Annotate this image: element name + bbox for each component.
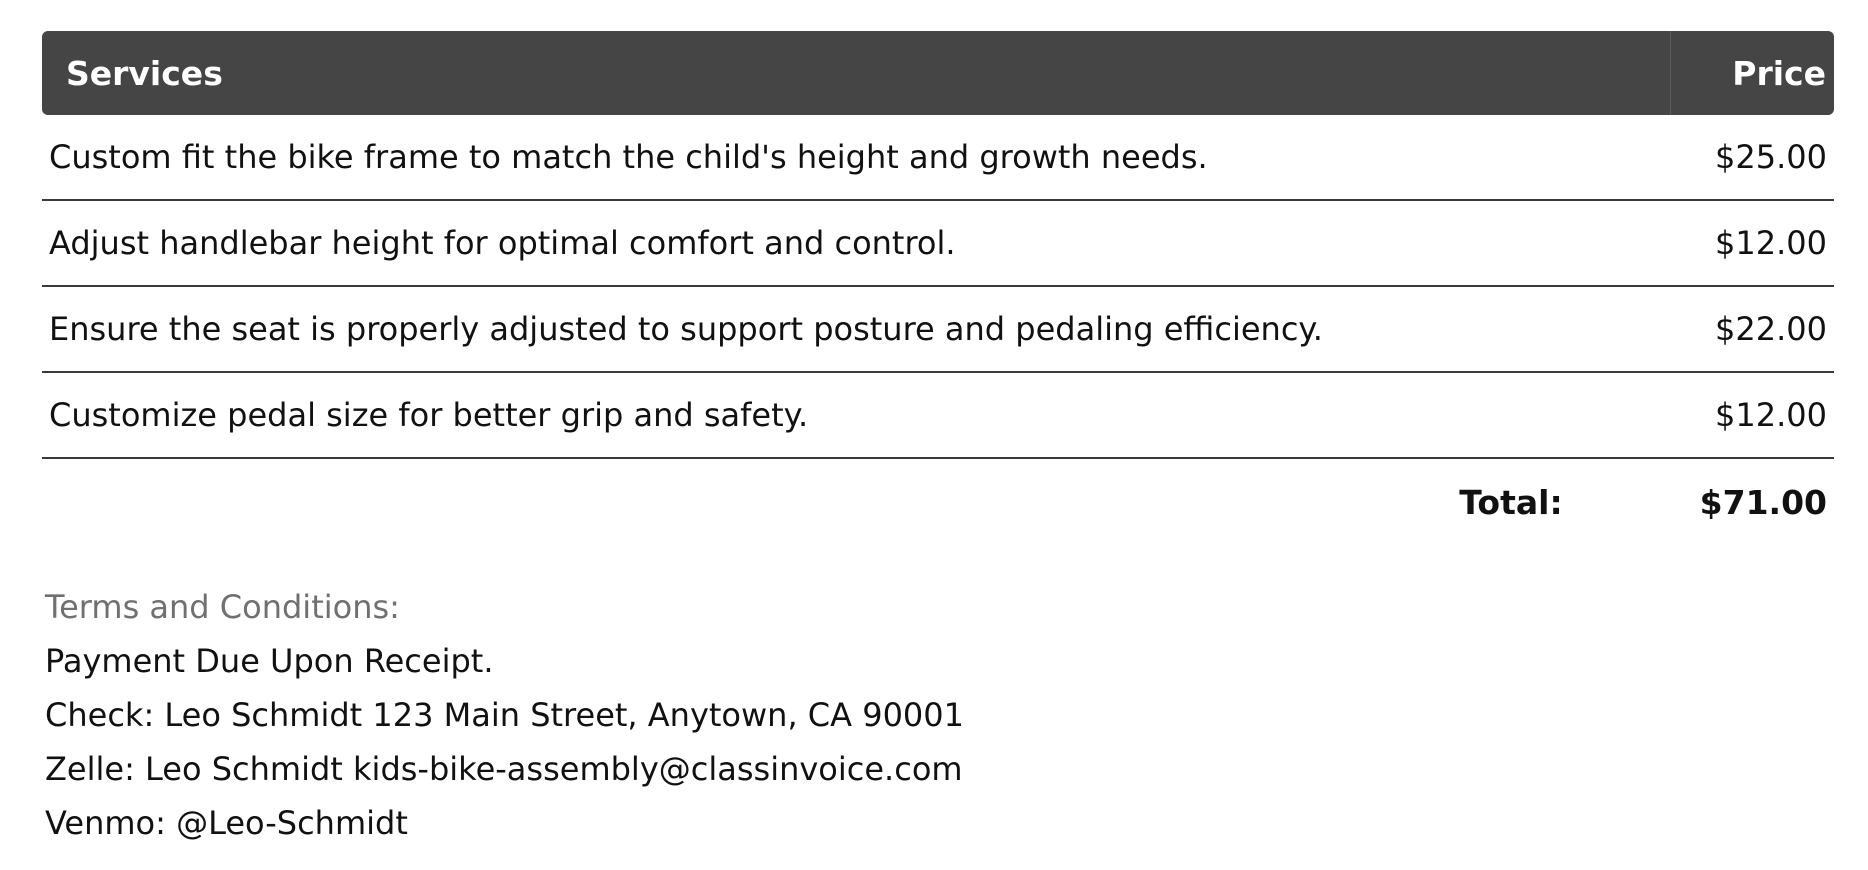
table-header — [42, 31, 1834, 115]
table-row — [42, 201, 1834, 287]
terms-title: Terms and Conditions: — [45, 588, 400, 626]
total-label: Total: — [1459, 482, 1563, 522]
total-row — [42, 459, 1834, 545]
table-row — [42, 115, 1834, 201]
services-column-header: Services — [66, 53, 223, 93]
terms-line-payment: Payment Due Upon Receipt. — [45, 642, 494, 680]
price-column-header: Price — [1670, 31, 1834, 115]
service-price: $25.00 — [1715, 138, 1827, 176]
terms-and-conditions — [45, 580, 964, 850]
services-table — [42, 31, 1834, 545]
terms-line-venmo: Venmo: @Leo-Schmidt — [45, 804, 408, 842]
service-description: Customize pedal size for better grip and safety. — [49, 396, 809, 434]
service-price: $12.00 — [1715, 224, 1827, 262]
service-description: Ensure the seat is properly adjusted to support posture and pedaling efficiency. — [49, 310, 1323, 348]
service-price: $22.00 — [1715, 310, 1827, 348]
terms-line-zelle: Zelle: Leo Schmidt kids-bike-assembly@classinvoice.com — [45, 750, 963, 788]
service-price: $12.00 — [1715, 396, 1827, 434]
service-description: Custom fit the bike frame to match the child's height and growth needs. — [49, 138, 1208, 176]
service-description: Adjust handlebar height for optimal comfort and control. — [49, 224, 956, 262]
total-value: $71.00 — [1699, 482, 1827, 522]
table-row — [42, 287, 1834, 373]
table-row — [42, 373, 1834, 459]
terms-line-check: Check: Leo Schmidt 123 Main Street, Anytown, CA 90001 — [45, 696, 964, 734]
